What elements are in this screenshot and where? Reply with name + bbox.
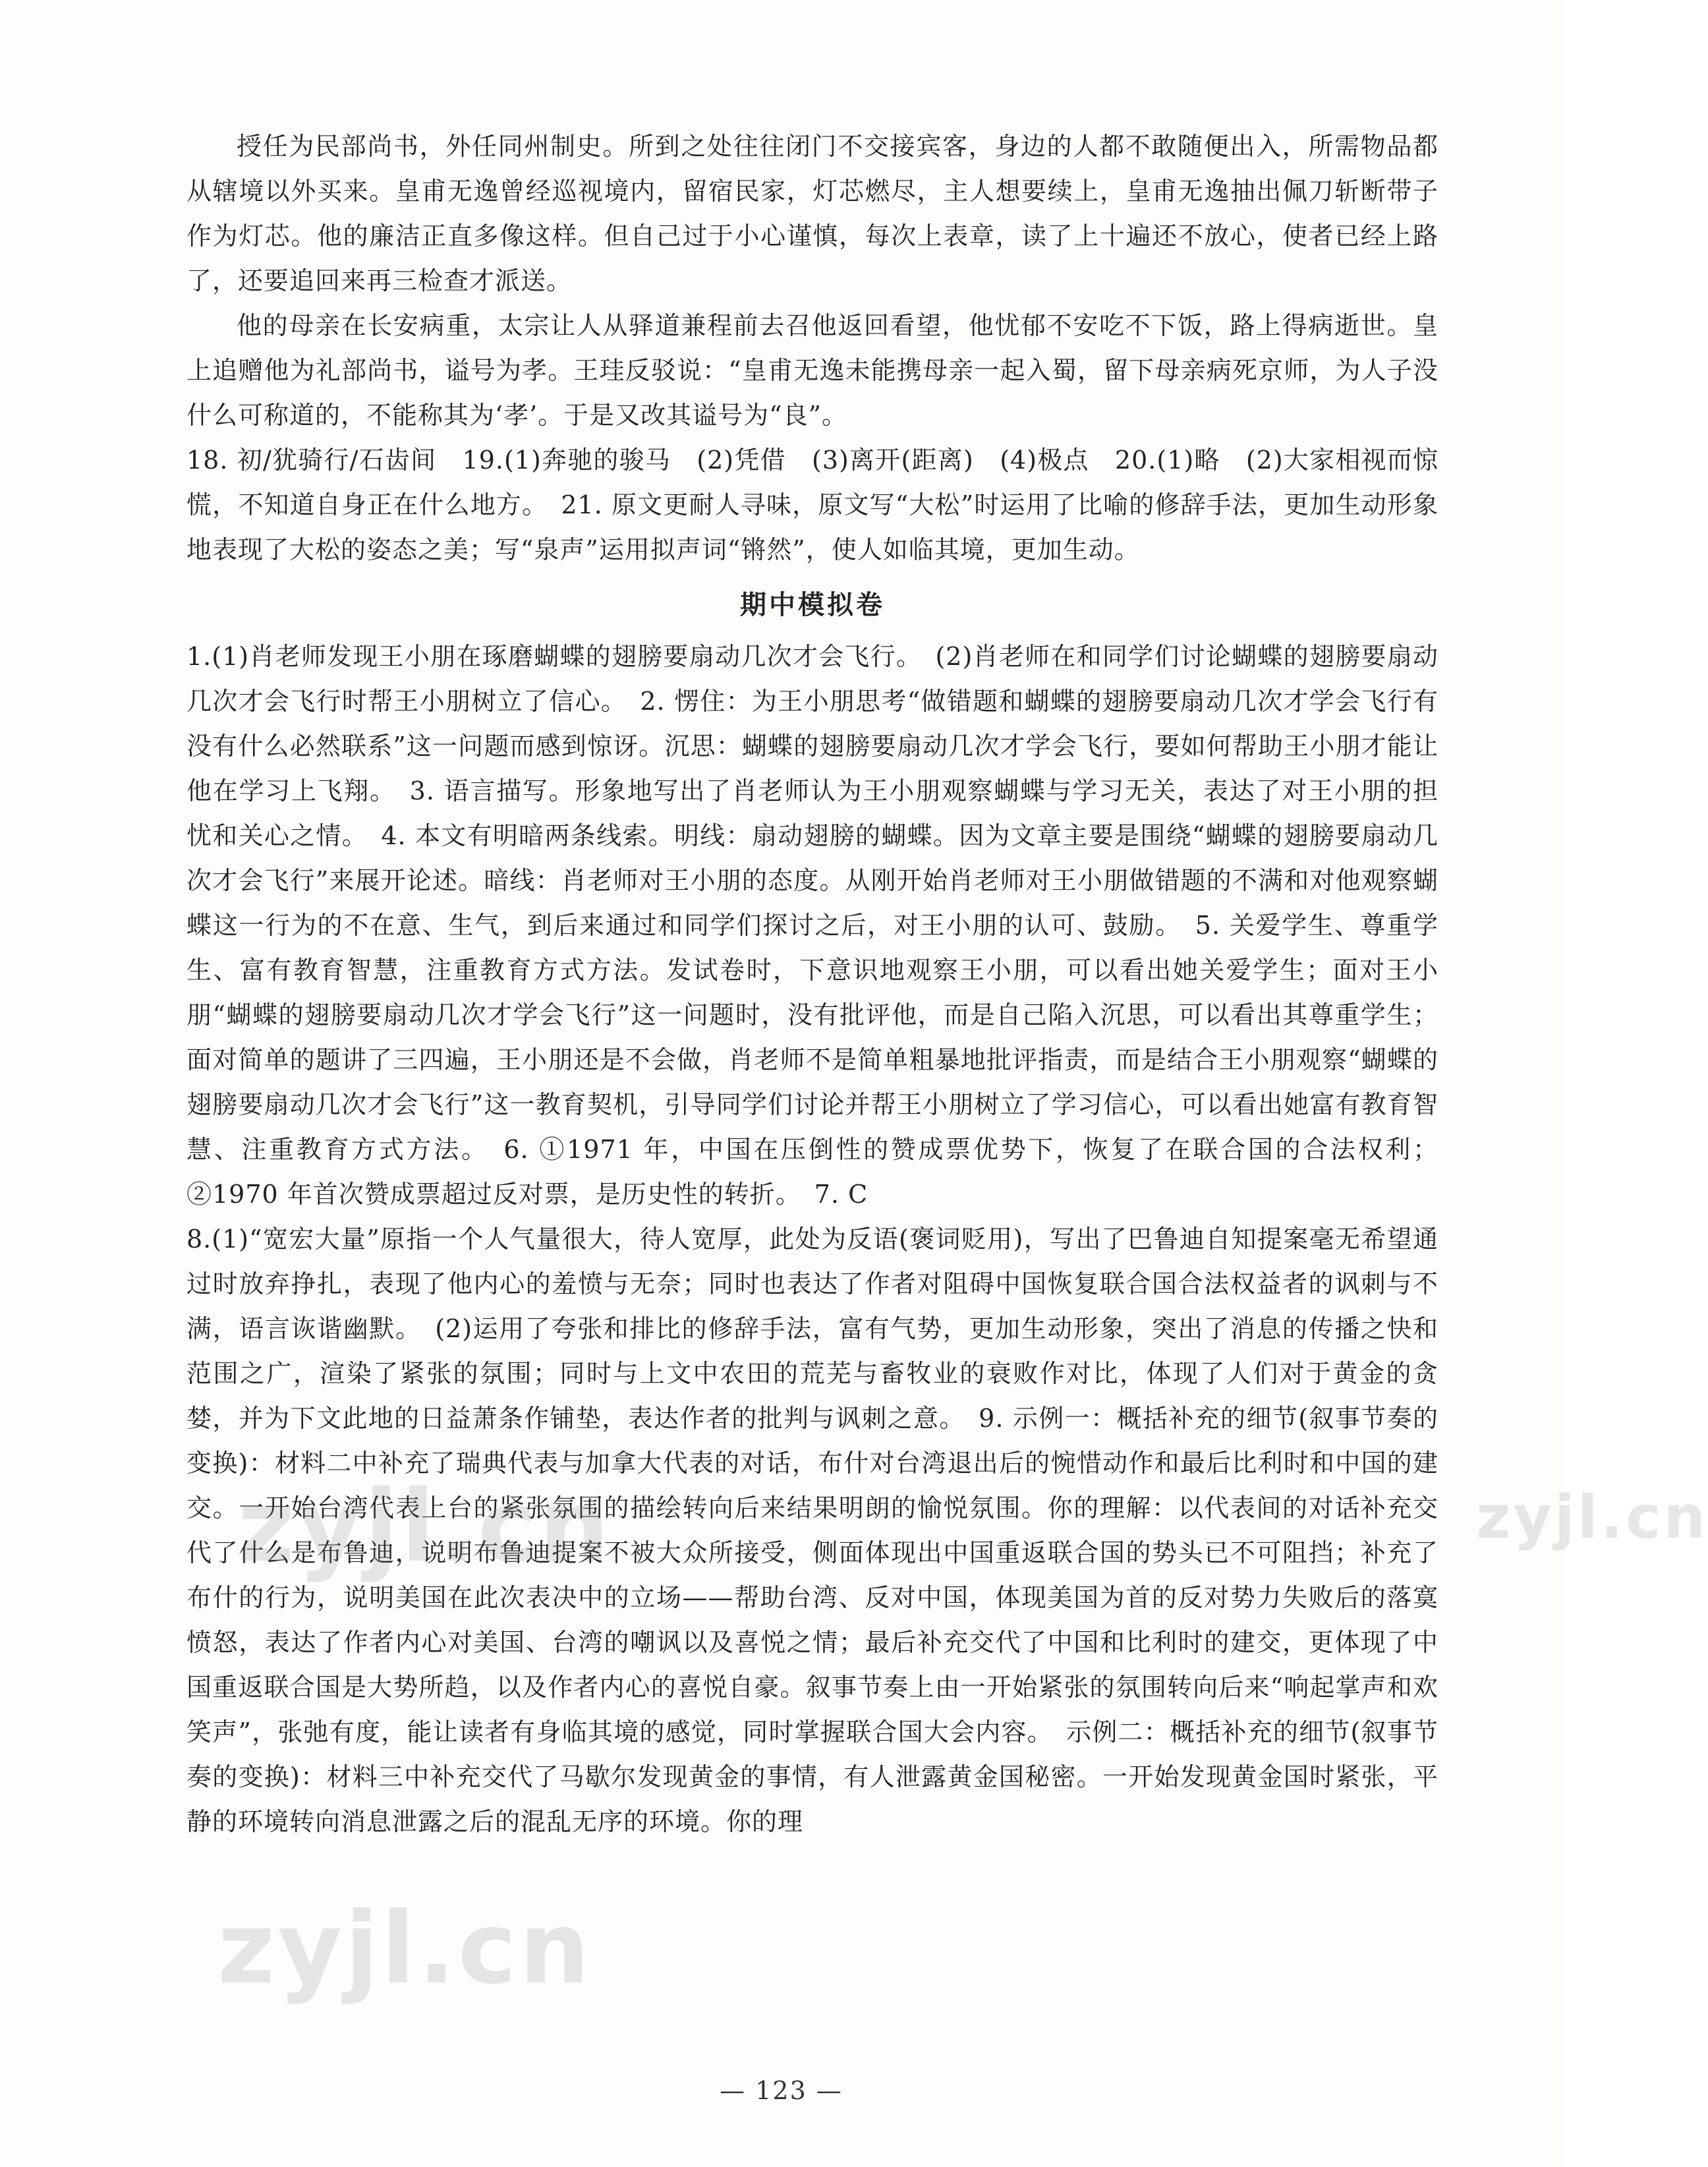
watermark-logo: zyjl.cn [1476, 1483, 1708, 1552]
page-number: — 123 — [720, 2076, 843, 2105]
page-content [186, 124, 1438, 1844]
translation-paragraph-1: 授任为民部尚书，外任同州制史。所到之处往往闭门不交接宾客，身边的人都不敢随便出入，所需物品都从辖境以外买来。皇甫无逸曾经巡视境内，留宿民家，灯芯燃尽，主人想要续上，皇甫无逸抽出佩刀斩断带子作为灯芯。他的廉洁正直多像这样。但自己过于小心谨慎，每次上表章，读了上十遍还不放心，使者已经上路了，还要追回来再三检查才派送。 [186, 132, 1438, 295]
translation-paragraph-2: 他的母亲在长安病重，太宗让人从驿道兼程前去召他返回看望，他忧郁不安吃不下饭，路上得病逝世。皇上追赠他为礼部尚书，谥号为孝。王珪反驳说：“皇甫无逸未能携母亲一起入蜀，留下母亲病死京师，为人子没什么可称道的，不能称其为‘孝’。于是又改其谥号为“良”。 [186, 311, 1438, 430]
watermark-logo: zyjl.cn [237, 1470, 612, 1584]
answers-18-21: 18. 初/犹骑行/石齿间 19.(1)奔驰的骏马 (2)凭借 (3)离开(距离) (4)极点 20.(1)略 (2)大家相视而惊慌，不知道自身正在什么地方。 21. 原文更耐人寻味，原文写“大松”时运用了比喻的修辞手法，更加生动形象地表现了大松的姿态之美；写“泉声”运用拟声词“锵然”，使人如临其境，更加生动。 [186, 446, 1438, 564]
midterm-answers-1-7: 1.(1)肖老师发现王小朋在琢磨蝴蝶的翅膀要扇动几次才会飞行。 (2)肖老师在和同学们讨论蝴蝶的翅膀要扇动几次才会飞行时帮王小朋树立了信心。 2. 愣住：为王小朋思考“做错题和蝴蝶的翅膀要扇动几次才学会飞行有没有什么必然联系”这一问题而感到惊讶。沉思：蝴蝶的翅膀要扇动几次才学会飞行，要如何帮助王小朋才能让他在学习上飞翔。 3. 语言描写。形象地写出了肖老师认为王小朋观察蝴蝶与学习无关，表达了对王小朋的担忧和关心之情。 4. 本文有明暗两条线索。明线：扇动翅膀的蝴蝶。因为文章主要是围绕“蝴蝶的翅膀要扇动几次才会飞行”来展开论述。暗线：肖老师对王小朋的态度。从刚开始肖老师对王小朋做错题的不满和对他观察蝴蝶这一行为的不在意、生气，到后来通过和同学们探讨之后，对王小朋的认可、鼓励。 5. 关爱学生、尊重学生、富有教育智慧，注重教育方式方法。发试卷时，下意识地观察王小朋，可以看出她关爱学生；面对王小朋“蝴蝶的翅膀要扇动几次才学会飞行”这一问题时，没有批评他，而是自己陷入沉思，可以看出其尊重学生；面对简单的题讲了三四遍，王小朋还是不会做，肖老师不是简单粗暴地批评指责，而是结合王小朋观察“蝴蝶的翅膀要扇动几次才会飞行”这一教育契机，引导同学们讨论并帮王小朋树立了学习信心，可以看出她富有教育智慧、注重教育方式方法。 6. ①1971 年，中国在压倒性的赞成票优势下，恢复了在联合国的合法权利；②1970 年首次赞成票超过反对票，是历史性的转折。 7. C [186, 642, 1438, 1209]
section-title: 期中模拟卷 [740, 590, 885, 620]
midterm-answers-8-9: 8.(1)“宽宏大量”原指一个人气量很大，待人宽厚，此处为反语(褒词贬用)，写出了巴鲁迪自知提案毫无希望通过时放弃挣扎，表现了他内心的羞愤与无奈；同时也表达了作者对阻碍中国恢复联合国合法权益者的讽刺与不满，语言诙谐幽默。 (2)运用了夸张和排比的修辞手法，富有气势，更加生动形象，突出了消息的传播之快和范围之广，渲染了紧张的氛围；同时与上文中农田的荒芜与畜牧业的衰败作对比，体现了人们对于黄金的贪婪，并为下文此地的日益萧条作铺垫，表达作者的批判与讽刺之意。 9. 示例一：概括补充的细节(叙事节奏的变换)：材料二中补充了瑞典代表与加拿大代表的对话，布什对台湾退出后的惋惜动作和最后比利时和中国的建交。一开始台湾代表上台的紧张氛围的描绘转向后来结果明朗的愉悦氛围。你的理解：以代表间的对话补充交代了什么是布鲁迪，说明布鲁迪提案不被大众所接受，侧面体现出中国重返联合国的势头已不可阻挡；补充了布什的行为，说明美国在此次表决中的立场——帮助台湾、反对中国，体现美国为首的反对势力失败后的落寞愤怒，表达了作者内心对美国、台湾的嘲讽以及喜悦之情；最后补充交代了中国和比利时的建交，更体现了中国重返联合国是大势所趋，以及作者内心的喜悦自豪。叙事节奏上由一开始紧张的氛围转向后来“响起掌声和欢笑声”，张弛有度，能让读者有身临其境的感觉，同时掌握联合国大会内容。 示例二：概括补充的细节(叙事节奏的变换)：材料三中补充交代了马歇尔发现黄金的事情，有人泄露黄金国秘密。一开始发现黄金国时紧张，平静的环境转向消息泄露之后的混乱无序的环境。你的理 [186, 1225, 1438, 1836]
watermark-logo: zyjl.cn [217, 1892, 592, 2006]
